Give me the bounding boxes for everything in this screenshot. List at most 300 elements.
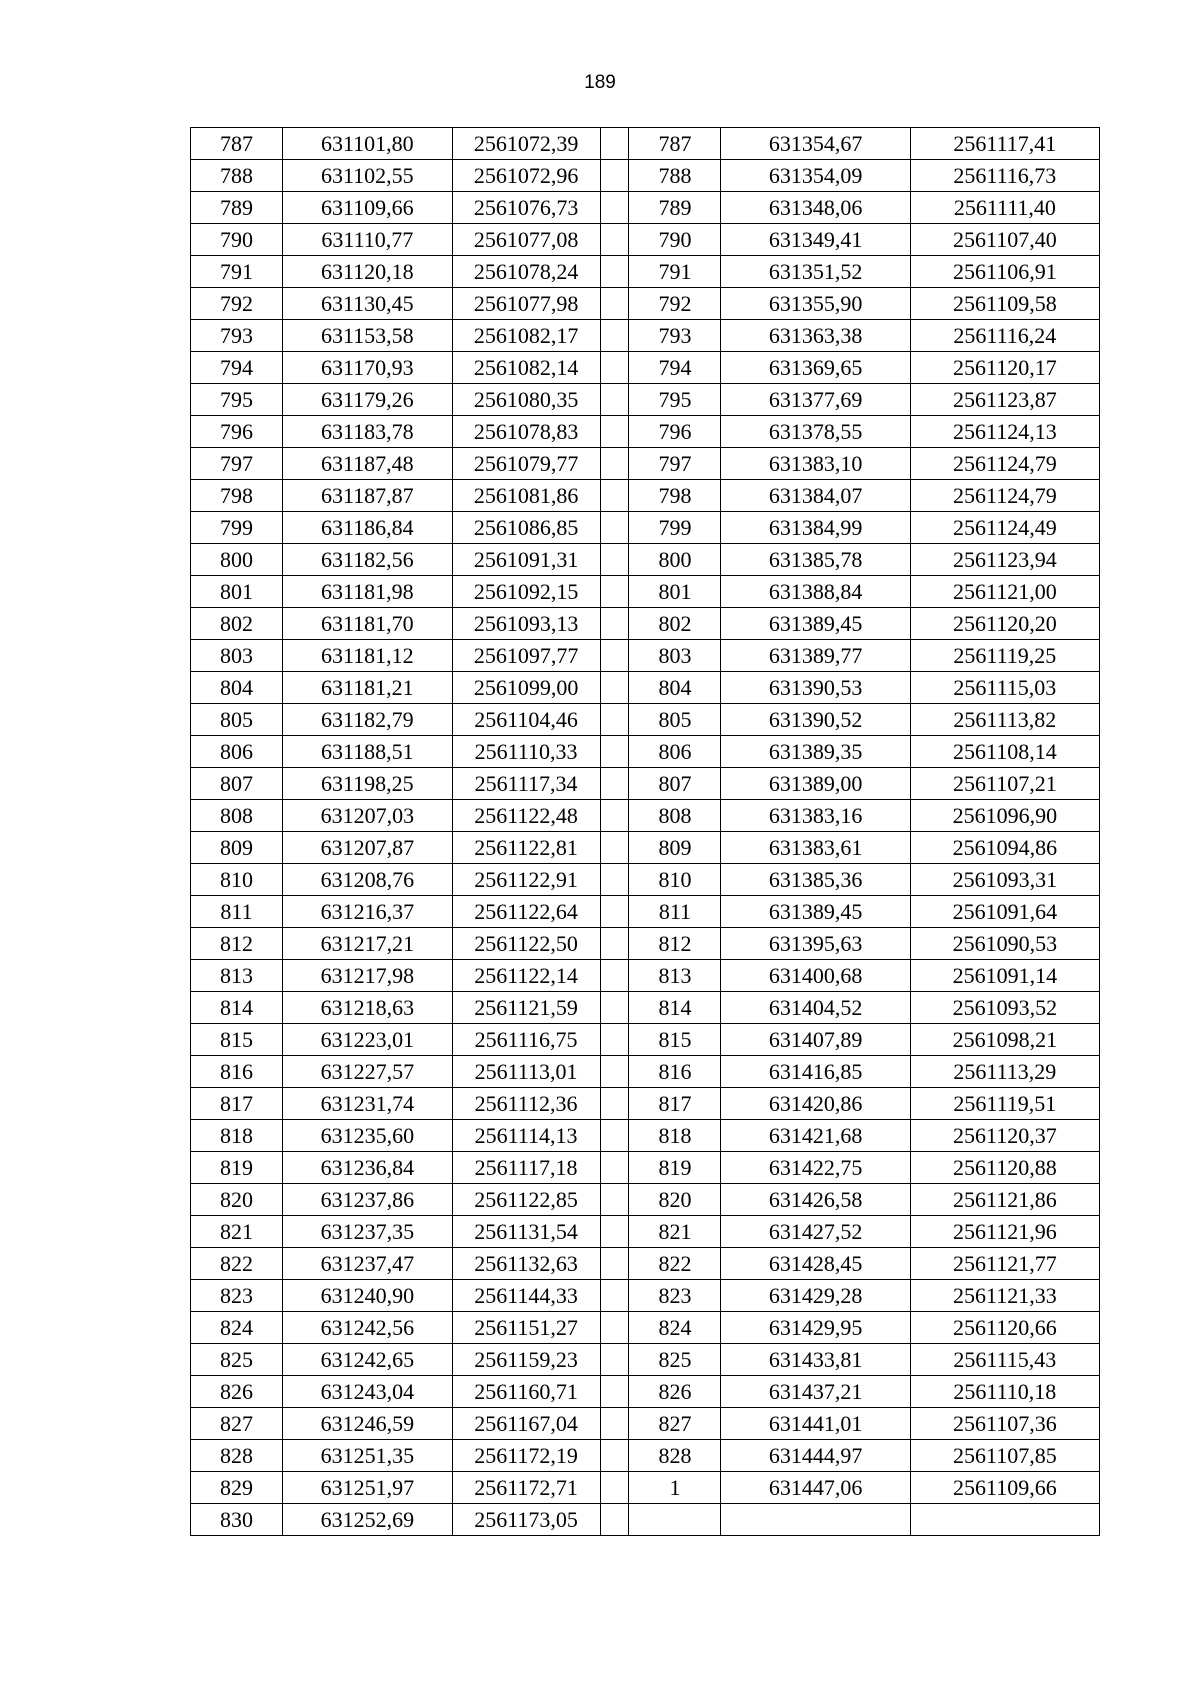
x-coordinate-cell: 631384,07	[721, 480, 910, 512]
table-row	[191, 640, 1100, 672]
y-coordinate-cell: 2561119,25	[910, 640, 1099, 672]
y-coordinate-cell	[910, 1504, 1099, 1536]
y-coordinate-cell: 2561119,51	[910, 1088, 1099, 1120]
point-number-cell: 819	[191, 1152, 283, 1184]
spacer-cell	[600, 1312, 629, 1344]
point-number-cell: 827	[629, 1408, 721, 1440]
x-coordinate-cell: 631218,63	[283, 992, 453, 1024]
y-coordinate-cell: 2561122,50	[452, 928, 600, 960]
y-coordinate-cell: 2561120,17	[910, 352, 1099, 384]
point-number-cell: 824	[629, 1312, 721, 1344]
y-coordinate-cell: 2561113,82	[910, 704, 1099, 736]
y-coordinate-cell: 2561122,14	[452, 960, 600, 992]
point-number-cell: 821	[629, 1216, 721, 1248]
x-coordinate-cell: 631182,56	[283, 544, 453, 576]
y-coordinate-cell: 2561172,71	[452, 1472, 600, 1504]
y-coordinate-cell: 2561115,03	[910, 672, 1099, 704]
table-row	[191, 1472, 1100, 1504]
x-coordinate-cell: 631243,04	[283, 1376, 453, 1408]
y-coordinate-cell: 2561122,91	[452, 864, 600, 896]
x-coordinate-cell: 631102,55	[283, 160, 453, 192]
y-coordinate-cell: 2561124,79	[910, 448, 1099, 480]
table-row	[191, 960, 1100, 992]
point-number-cell: 787	[629, 128, 721, 160]
x-coordinate-cell: 631400,68	[721, 960, 910, 992]
spacer-cell	[600, 1344, 629, 1376]
x-coordinate-cell: 631101,80	[283, 128, 453, 160]
point-number-cell: 810	[191, 864, 283, 896]
x-coordinate-cell: 631433,81	[721, 1344, 910, 1376]
y-coordinate-cell: 2561104,46	[452, 704, 600, 736]
x-coordinate-cell: 631207,87	[283, 832, 453, 864]
y-coordinate-cell: 2561120,88	[910, 1152, 1099, 1184]
y-coordinate-cell: 2561121,77	[910, 1248, 1099, 1280]
x-coordinate-cell: 631198,25	[283, 768, 453, 800]
x-coordinate-cell: 631240,90	[283, 1280, 453, 1312]
point-number-cell: 813	[191, 960, 283, 992]
y-coordinate-cell: 2561109,66	[910, 1472, 1099, 1504]
point-number-cell: 792	[191, 288, 283, 320]
point-number-cell: 819	[629, 1152, 721, 1184]
point-number-cell: 818	[191, 1120, 283, 1152]
x-coordinate-cell: 631384,99	[721, 512, 910, 544]
y-coordinate-cell: 2561080,35	[452, 384, 600, 416]
x-coordinate-cell: 631242,65	[283, 1344, 453, 1376]
point-number-cell: 817	[191, 1088, 283, 1120]
table-row	[191, 1312, 1100, 1344]
spacer-cell	[600, 768, 629, 800]
spacer-cell	[600, 384, 629, 416]
point-number-cell: 830	[191, 1504, 283, 1536]
spacer-cell	[600, 1184, 629, 1216]
y-coordinate-cell: 2561086,85	[452, 512, 600, 544]
spacer-cell	[600, 1280, 629, 1312]
point-number-cell: 802	[629, 608, 721, 640]
y-coordinate-cell: 2561108,14	[910, 736, 1099, 768]
table-row	[191, 1088, 1100, 1120]
y-coordinate-cell: 2561078,24	[452, 256, 600, 288]
spacer-cell	[600, 224, 629, 256]
x-coordinate-cell: 631447,06	[721, 1472, 910, 1504]
x-coordinate-cell: 631217,98	[283, 960, 453, 992]
x-coordinate-cell: 631390,52	[721, 704, 910, 736]
point-number-cell: 815	[191, 1024, 283, 1056]
y-coordinate-cell: 2561091,14	[910, 960, 1099, 992]
point-number-cell: 825	[629, 1344, 721, 1376]
x-coordinate-cell: 631179,26	[283, 384, 453, 416]
y-coordinate-cell: 2561159,23	[452, 1344, 600, 1376]
table-row	[191, 1408, 1100, 1440]
x-coordinate-cell: 631389,45	[721, 608, 910, 640]
spacer-cell	[600, 480, 629, 512]
y-coordinate-cell: 2561112,36	[452, 1088, 600, 1120]
x-coordinate-cell: 631246,59	[283, 1408, 453, 1440]
point-number-cell: 791	[629, 256, 721, 288]
x-coordinate-cell: 631251,97	[283, 1472, 453, 1504]
x-coordinate-cell: 631389,77	[721, 640, 910, 672]
point-number-cell: 823	[191, 1280, 283, 1312]
point-number-cell: 826	[191, 1376, 283, 1408]
y-coordinate-cell: 2561106,91	[910, 256, 1099, 288]
point-number-cell: 804	[629, 672, 721, 704]
table-row	[191, 224, 1100, 256]
spacer-cell	[600, 1472, 629, 1504]
point-number-cell: 805	[191, 704, 283, 736]
x-coordinate-cell: 631369,65	[721, 352, 910, 384]
y-coordinate-cell: 2561091,64	[910, 896, 1099, 928]
x-coordinate-cell: 631444,97	[721, 1440, 910, 1472]
spacer-cell	[600, 1120, 629, 1152]
point-number-cell: 812	[629, 928, 721, 960]
y-coordinate-cell: 2561107,40	[910, 224, 1099, 256]
spacer-cell	[600, 864, 629, 896]
y-coordinate-cell: 2561078,83	[452, 416, 600, 448]
point-number-cell: 800	[629, 544, 721, 576]
point-number-cell: 799	[191, 512, 283, 544]
spacer-cell	[600, 736, 629, 768]
x-coordinate-cell: 631181,12	[283, 640, 453, 672]
spacer-cell	[600, 352, 629, 384]
x-coordinate-cell: 631383,10	[721, 448, 910, 480]
x-coordinate-cell: 631429,95	[721, 1312, 910, 1344]
point-number-cell: 817	[629, 1088, 721, 1120]
y-coordinate-cell: 2561082,17	[452, 320, 600, 352]
y-coordinate-cell: 2561090,53	[910, 928, 1099, 960]
point-number-cell: 829	[191, 1472, 283, 1504]
x-coordinate-cell: 631208,76	[283, 864, 453, 896]
point-number-cell: 809	[191, 832, 283, 864]
x-coordinate-cell: 631187,48	[283, 448, 453, 480]
table-row	[191, 736, 1100, 768]
point-number-cell: 815	[629, 1024, 721, 1056]
x-coordinate-cell: 631441,01	[721, 1408, 910, 1440]
x-coordinate-cell: 631383,61	[721, 832, 910, 864]
x-coordinate-cell: 631237,35	[283, 1216, 453, 1248]
point-number-cell: 820	[629, 1184, 721, 1216]
x-coordinate-cell: 631437,21	[721, 1376, 910, 1408]
spacer-cell	[600, 512, 629, 544]
point-number-cell: 808	[191, 800, 283, 832]
y-coordinate-cell: 2561110,18	[910, 1376, 1099, 1408]
table-row	[191, 1120, 1100, 1152]
x-coordinate-cell: 631236,84	[283, 1152, 453, 1184]
point-number-cell: 789	[191, 192, 283, 224]
x-coordinate-cell: 631422,75	[721, 1152, 910, 1184]
x-coordinate-cell: 631170,93	[283, 352, 453, 384]
table-row	[191, 288, 1100, 320]
x-coordinate-cell: 631182,79	[283, 704, 453, 736]
table-row	[191, 928, 1100, 960]
x-coordinate-cell: 631207,03	[283, 800, 453, 832]
table-row	[191, 384, 1100, 416]
spacer-cell	[600, 704, 629, 736]
point-number-cell: 800	[191, 544, 283, 576]
point-number-cell: 827	[191, 1408, 283, 1440]
point-number-cell: 803	[629, 640, 721, 672]
spacer-cell	[600, 1152, 629, 1184]
x-coordinate-cell: 631188,51	[283, 736, 453, 768]
point-number-cell: 821	[191, 1216, 283, 1248]
point-number-cell: 793	[191, 320, 283, 352]
y-coordinate-cell: 2561122,64	[452, 896, 600, 928]
point-number-cell: 796	[191, 416, 283, 448]
y-coordinate-cell: 2561121,86	[910, 1184, 1099, 1216]
point-number-cell: 798	[191, 480, 283, 512]
y-coordinate-cell: 2561098,21	[910, 1024, 1099, 1056]
y-coordinate-cell: 2561123,94	[910, 544, 1099, 576]
point-number-cell: 807	[629, 768, 721, 800]
x-coordinate-cell: 631363,38	[721, 320, 910, 352]
point-number-cell: 1	[629, 1472, 721, 1504]
table-row	[191, 1440, 1100, 1472]
point-number-cell: 789	[629, 192, 721, 224]
point-number-cell: 825	[191, 1344, 283, 1376]
table-row	[191, 480, 1100, 512]
spacer-cell	[600, 416, 629, 448]
spacer-cell	[600, 896, 629, 928]
spacer-cell	[600, 832, 629, 864]
point-number-cell: 794	[191, 352, 283, 384]
point-number-cell: 816	[191, 1056, 283, 1088]
x-coordinate-cell: 631348,06	[721, 192, 910, 224]
point-number-cell: 798	[629, 480, 721, 512]
point-number-cell: 805	[629, 704, 721, 736]
point-number-cell: 828	[191, 1440, 283, 1472]
y-coordinate-cell: 2561107,21	[910, 768, 1099, 800]
x-coordinate-cell: 631390,53	[721, 672, 910, 704]
y-coordinate-cell: 2561116,75	[452, 1024, 600, 1056]
x-coordinate-cell: 631181,70	[283, 608, 453, 640]
y-coordinate-cell: 2561122,81	[452, 832, 600, 864]
point-number-cell: 792	[629, 288, 721, 320]
x-coordinate-cell: 631355,90	[721, 288, 910, 320]
y-coordinate-cell: 2561091,31	[452, 544, 600, 576]
point-number-cell: 812	[191, 928, 283, 960]
spacer-cell	[600, 1376, 629, 1408]
point-number-cell: 818	[629, 1120, 721, 1152]
y-coordinate-cell: 2561173,05	[452, 1504, 600, 1536]
table-row	[191, 544, 1100, 576]
x-coordinate-cell: 631120,18	[283, 256, 453, 288]
x-coordinate-cell: 631385,78	[721, 544, 910, 576]
spacer-cell	[600, 576, 629, 608]
point-number-cell: 795	[629, 384, 721, 416]
table-row	[191, 320, 1100, 352]
y-coordinate-cell: 2561132,63	[452, 1248, 600, 1280]
spacer-cell	[600, 1216, 629, 1248]
y-coordinate-cell: 2561076,73	[452, 192, 600, 224]
table-row	[191, 1280, 1100, 1312]
table-row	[191, 160, 1100, 192]
y-coordinate-cell: 2561081,86	[452, 480, 600, 512]
y-coordinate-cell: 2561099,00	[452, 672, 600, 704]
table-row	[191, 1152, 1100, 1184]
y-coordinate-cell: 2561113,01	[452, 1056, 600, 1088]
table-row	[191, 512, 1100, 544]
spacer-cell	[600, 928, 629, 960]
table-row	[191, 192, 1100, 224]
x-coordinate-cell: 631428,45	[721, 1248, 910, 1280]
point-number-cell: 811	[191, 896, 283, 928]
x-coordinate-cell: 631217,21	[283, 928, 453, 960]
x-coordinate-cell: 631349,41	[721, 224, 910, 256]
spacer-cell	[600, 448, 629, 480]
x-coordinate-cell: 631252,69	[283, 1504, 453, 1536]
y-coordinate-cell: 2561120,37	[910, 1120, 1099, 1152]
table-row	[191, 768, 1100, 800]
point-number-cell: 790	[191, 224, 283, 256]
point-number-cell: 802	[191, 608, 283, 640]
y-coordinate-cell: 2561117,41	[910, 128, 1099, 160]
table-row	[191, 256, 1100, 288]
point-number-cell: 806	[191, 736, 283, 768]
point-number-cell: 828	[629, 1440, 721, 1472]
x-coordinate-cell: 631187,87	[283, 480, 453, 512]
point-number-cell: 787	[191, 128, 283, 160]
y-coordinate-cell: 2561122,48	[452, 800, 600, 832]
x-coordinate-cell: 631237,86	[283, 1184, 453, 1216]
x-coordinate-cell: 631153,58	[283, 320, 453, 352]
point-number-cell: 823	[629, 1280, 721, 1312]
y-coordinate-cell: 2561160,71	[452, 1376, 600, 1408]
x-coordinate-cell: 631407,89	[721, 1024, 910, 1056]
y-coordinate-cell: 2561092,15	[452, 576, 600, 608]
table-row	[191, 608, 1100, 640]
y-coordinate-cell: 2561151,27	[452, 1312, 600, 1344]
point-number-cell: 822	[629, 1248, 721, 1280]
y-coordinate-cell: 2561110,33	[452, 736, 600, 768]
x-coordinate-cell: 631181,21	[283, 672, 453, 704]
x-coordinate-cell: 631216,37	[283, 896, 453, 928]
coordinates-table-body	[191, 128, 1100, 1536]
x-coordinate-cell: 631389,00	[721, 768, 910, 800]
table-row	[191, 800, 1100, 832]
y-coordinate-cell: 2561120,20	[910, 608, 1099, 640]
y-coordinate-cell: 2561144,33	[452, 1280, 600, 1312]
spacer-cell	[600, 1408, 629, 1440]
x-coordinate-cell: 631388,84	[721, 576, 910, 608]
point-number-cell: 813	[629, 960, 721, 992]
point-number-cell: 820	[191, 1184, 283, 1216]
point-number-cell: 795	[191, 384, 283, 416]
y-coordinate-cell: 2561124,79	[910, 480, 1099, 512]
spacer-cell	[600, 1440, 629, 1472]
x-coordinate-cell: 631242,56	[283, 1312, 453, 1344]
y-coordinate-cell: 2561077,98	[452, 288, 600, 320]
y-coordinate-cell: 2561114,13	[452, 1120, 600, 1152]
spacer-cell	[600, 960, 629, 992]
x-coordinate-cell: 631385,36	[721, 864, 910, 896]
table-row	[191, 896, 1100, 928]
y-coordinate-cell: 2561116,73	[910, 160, 1099, 192]
table-row	[191, 1184, 1100, 1216]
y-coordinate-cell: 2561111,40	[910, 192, 1099, 224]
spacer-cell	[600, 800, 629, 832]
y-coordinate-cell: 2561117,18	[452, 1152, 600, 1184]
point-number-cell: 796	[629, 416, 721, 448]
point-number-cell: 799	[629, 512, 721, 544]
spacer-cell	[600, 992, 629, 1024]
y-coordinate-cell: 2561072,96	[452, 160, 600, 192]
table-row	[191, 1248, 1100, 1280]
x-coordinate-cell: 631235,60	[283, 1120, 453, 1152]
x-coordinate-cell: 631110,77	[283, 224, 453, 256]
y-coordinate-cell: 2561117,34	[452, 768, 600, 800]
x-coordinate-cell: 631404,52	[721, 992, 910, 1024]
x-coordinate-cell: 631354,09	[721, 160, 910, 192]
point-number-cell: 801	[629, 576, 721, 608]
spacer-cell	[600, 160, 629, 192]
table-row	[191, 416, 1100, 448]
point-number-cell: 788	[629, 160, 721, 192]
table-row	[191, 672, 1100, 704]
y-coordinate-cell: 2561121,33	[910, 1280, 1099, 1312]
spacer-cell	[600, 544, 629, 576]
x-coordinate-cell: 631231,74	[283, 1088, 453, 1120]
y-coordinate-cell: 2561107,36	[910, 1408, 1099, 1440]
page-number: 189	[584, 72, 616, 93]
point-number-cell: 788	[191, 160, 283, 192]
point-number-cell: 826	[629, 1376, 721, 1408]
y-coordinate-cell: 2561122,85	[452, 1184, 600, 1216]
x-coordinate-cell: 631109,66	[283, 192, 453, 224]
x-coordinate-cell: 631251,35	[283, 1440, 453, 1472]
x-coordinate-cell: 631227,57	[283, 1056, 453, 1088]
x-coordinate-cell: 631416,85	[721, 1056, 910, 1088]
x-coordinate-cell: 631354,67	[721, 128, 910, 160]
point-number-cell: 822	[191, 1248, 283, 1280]
y-coordinate-cell: 2561121,96	[910, 1216, 1099, 1248]
point-number-cell: 801	[191, 576, 283, 608]
x-coordinate-cell: 631130,45	[283, 288, 453, 320]
table-row	[191, 704, 1100, 736]
x-coordinate-cell: 631421,68	[721, 1120, 910, 1152]
x-coordinate-cell: 631389,35	[721, 736, 910, 768]
spacer-cell	[600, 288, 629, 320]
y-coordinate-cell: 2561072,39	[452, 128, 600, 160]
y-coordinate-cell: 2561082,14	[452, 352, 600, 384]
table-row	[191, 448, 1100, 480]
x-coordinate-cell: 631426,58	[721, 1184, 910, 1216]
spacer-cell	[600, 1056, 629, 1088]
spacer-cell	[600, 1248, 629, 1280]
table-row	[191, 1504, 1100, 1536]
table-row	[191, 576, 1100, 608]
spacer-cell	[600, 320, 629, 352]
x-coordinate-cell: 631223,01	[283, 1024, 453, 1056]
y-coordinate-cell: 2561124,13	[910, 416, 1099, 448]
y-coordinate-cell: 2561093,31	[910, 864, 1099, 896]
point-number-cell: 810	[629, 864, 721, 896]
y-coordinate-cell: 2561097,77	[452, 640, 600, 672]
x-coordinate-cell: 631427,52	[721, 1216, 910, 1248]
table-row	[191, 1216, 1100, 1248]
y-coordinate-cell: 2561115,43	[910, 1344, 1099, 1376]
point-number-cell: 806	[629, 736, 721, 768]
spacer-cell	[600, 640, 629, 672]
y-coordinate-cell: 2561121,59	[452, 992, 600, 1024]
table-row	[191, 864, 1100, 896]
point-number-cell: 793	[629, 320, 721, 352]
spacer-cell	[600, 256, 629, 288]
y-coordinate-cell: 2561109,58	[910, 288, 1099, 320]
point-number-cell: 803	[191, 640, 283, 672]
x-coordinate-cell: 631351,52	[721, 256, 910, 288]
point-number-cell: 811	[629, 896, 721, 928]
point-number-cell: 816	[629, 1056, 721, 1088]
point-number-cell: 814	[629, 992, 721, 1024]
spacer-cell	[600, 672, 629, 704]
